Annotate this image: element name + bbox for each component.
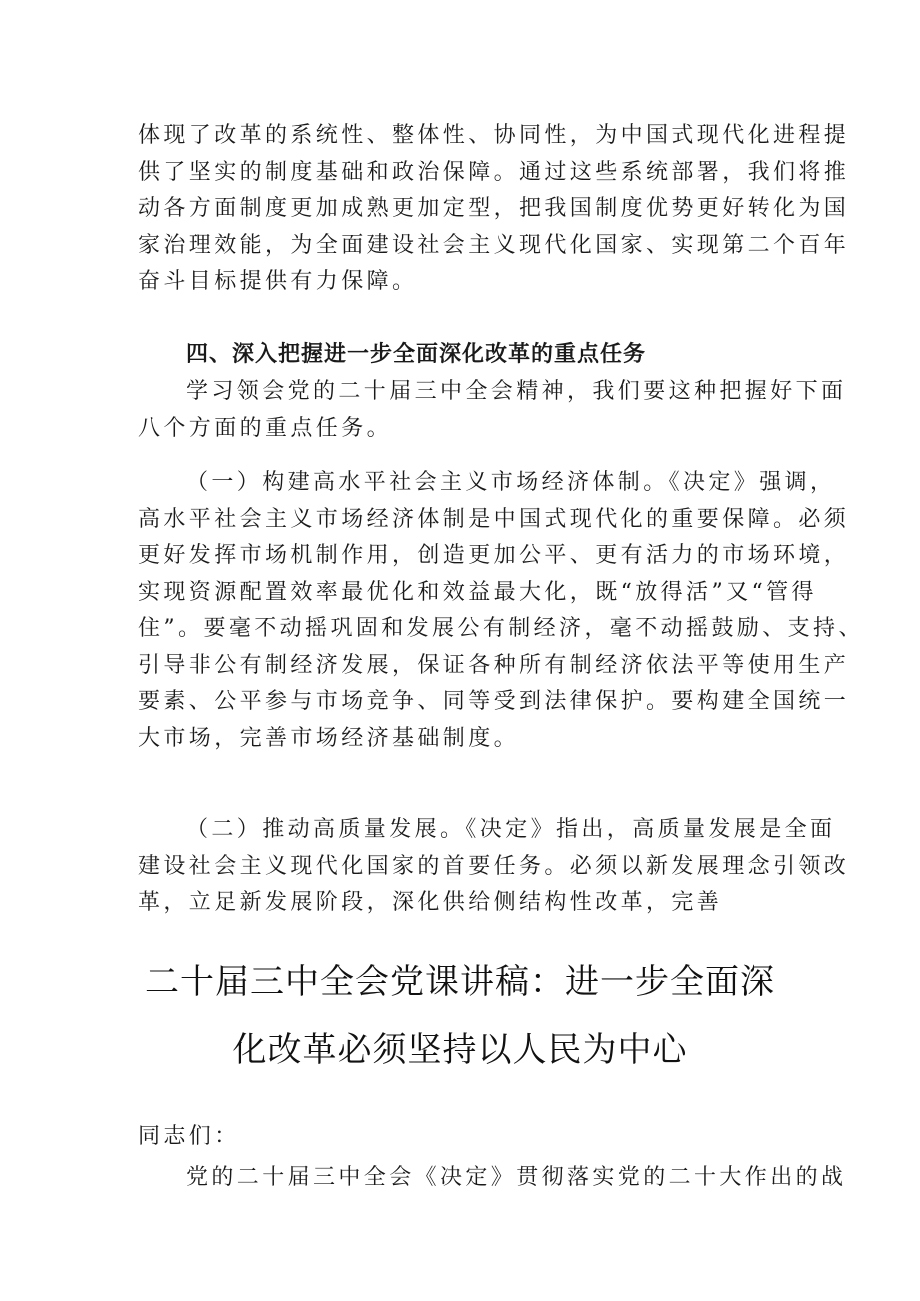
text-line: 八个方面的重点任务。 [138, 415, 393, 441]
text-line: 住”。要毫不动摇巩固和发展公有制经济，毫不动摇鼓励、支持、 [138, 616, 864, 641]
text-line: 党的二十届三中全会《决定》贯彻落实党的二十大作出的战 [186, 1165, 847, 1190]
document-title-line-1: 二十届三中全会党课讲稿：进一步全面深 [145, 962, 775, 1002]
text-line: 体现了改革的系统性、整体性、协同性，为中国式现代化进程提 [138, 123, 850, 148]
text-line: 建设社会主义现代化国家的首要任务。必须以新发展理念引领改 [138, 853, 850, 879]
section-intro-paragraph [138, 374, 847, 447]
task-item-1-paragraph [138, 465, 864, 757]
text-line: 家治理效能，为全面建设社会主义现代化国家、实现第二个百年 [138, 232, 850, 258]
text-line: （一）构建高水平社会主义市场经济体制。《决定》强调， [186, 470, 836, 495]
text-line: 要素、公平参与市场竞争、同等受到法律保护。要构建全国统一 [138, 689, 850, 714]
section-heading-block [138, 337, 798, 374]
section-heading: 四、深入把握进一步全面深化改革的重点任务 [186, 342, 647, 367]
text-line: 供了坚实的制度基础和政治保障。通过这些系统部署，我们将推 [138, 159, 850, 185]
text-line: 革，立足新发展阶段，深化供给侧结构性改革，完善 [138, 890, 723, 915]
text-line: 学习领会党的二十届三中全会精神，我们要这种把握好下面 [186, 379, 847, 404]
text-line: （二）推动高质量发展。《决定》指出，高质量发展是全面 [186, 817, 836, 842]
text-line: 实现资源配置效率最优化和效益最大化，既“放得活”又“管得 [138, 579, 817, 605]
document-title-line-2: 化改革必须坚持以人民为中心 [232, 1030, 688, 1070]
text-line: 高水平社会主义市场经济体制是中国式现代化的重要保障。必须 [138, 506, 850, 532]
text-line: 奋斗目标提供有力保障。 [138, 269, 418, 294]
task-item-2-paragraph [138, 812, 850, 922]
text-line: 大市场，完善市场经济基础制度。 [138, 725, 520, 751]
salutation-block [138, 1119, 798, 1156]
text-line: 引导非公有制经济发展，保证各种所有制经济依法平等使用生产 [138, 652, 850, 678]
salutation: 同志们： [138, 1124, 240, 1149]
paragraph-continuation [138, 118, 850, 301]
text-line: 更好发挥市场机制作用，创造更加公平、更有活力的市场环境， [138, 543, 850, 568]
text-line: 动各方面制度更加成熟更加定型，把我国制度优势更好转化为国 [138, 196, 850, 221]
speech-first-paragraph [138, 1160, 847, 1197]
